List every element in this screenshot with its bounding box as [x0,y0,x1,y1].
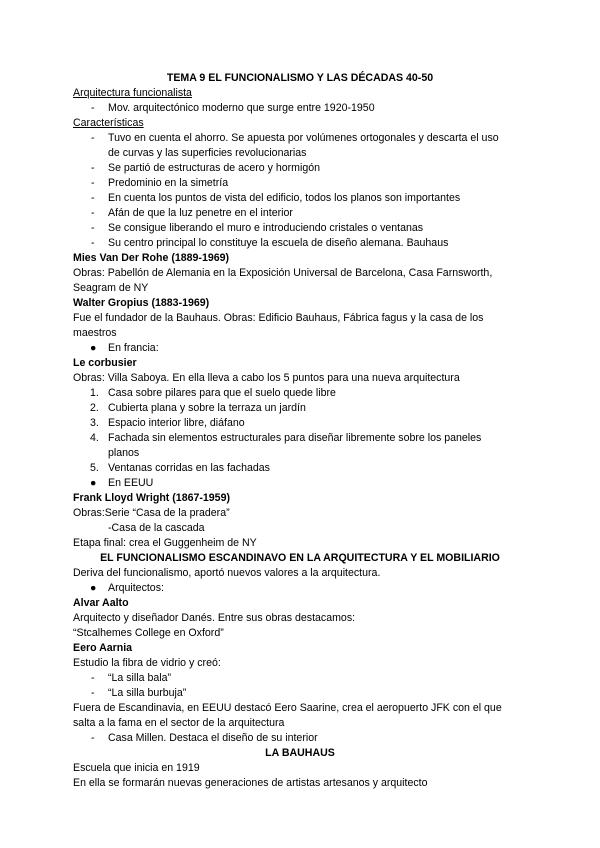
document-title: TEMA 9 EL FUNCIONALISMO Y LAS DÉCADAS 40-50 [166,72,434,84]
paragraph-line: Seagram de NY [73,282,149,294]
dash-marker: - [91,732,95,744]
bullet-item: Arquitectos: [108,582,164,594]
paragraph-line: Escuela que inicia en 1919 [73,762,200,774]
bullet-marker: ● [90,582,97,594]
heading-frank-lloyd-wright: Frank Lloyd Wright (1867-1959) [73,492,230,504]
bullet-marker: ● [90,477,97,489]
paragraph-line: “Stcalhemes College en Oxford” [73,627,224,639]
heading-alvar-aalto: Alvar Aalto [73,597,129,609]
bullet-marker: ● [90,342,97,354]
list-item: En cuenta los puntos de vista del edificio, todos los planos son importantes [108,192,461,204]
list-item: “La silla bala” [108,672,172,684]
list-item: Tuvo en cuenta el ahorro. Se apuesta por volúmenes ortogonales y descarta el uso [108,132,499,144]
heading-caracteristicas: Características [73,117,144,129]
paragraph-line: salta a la fama en el sector de la arquitectura [73,717,285,729]
number-marker: 3. [90,417,99,429]
dash-marker: - [91,192,95,204]
dash-marker: - [91,207,95,219]
paragraph-line: Obras: Pabellón de Alemania en la Exposición Universal de Barcelona, Casa Farnsworth, [73,267,493,279]
heading-mies-van-der-rohe: Mies Van Der Rohe (1889-1969) [73,252,230,264]
dash-marker: - [91,132,95,144]
numbered-item: Espacio interior libre, diáfano [108,417,245,429]
list-item: Mov. arquitectónico moderno que surge entre 1920-1950 [108,102,375,114]
numbered-item: Ventanas corridas en las fachadas [108,462,270,474]
dash-marker: - [91,237,95,249]
number-marker: 5. [90,462,99,474]
list-item: Afán de que la luz penetre en el interior [108,207,293,219]
heading-le-corbusier: Le corbusier [73,357,137,369]
numbered-item-continuation: planos [108,447,140,459]
list-item: “La silla burbuja” [108,687,187,699]
list-item: Su centro principal lo constituye la escuela de diseño alemana. Bauhaus [108,237,449,249]
paragraph-line: Obras: Villa Saboya. En ella lleva a cabo los 5 puntos para una nueva arquitectura [73,372,460,384]
list-item: Casa Millen. Destaca el diseño de su interior [108,732,318,744]
dash-marker: - [91,672,95,684]
paragraph-line: -Casa de la cascada [108,522,205,534]
list-item: Se consigue liberando el muro e introduciendo cristales o ventanas [108,222,424,234]
paragraph-line: maestros [73,327,117,339]
dash-marker: - [91,222,95,234]
dash-marker: - [91,102,95,114]
dash-marker: - [91,162,95,174]
list-item-continuation: de curvas y las superficies revolucionarias [108,147,307,159]
heading-la-bauhaus: LA BAUHAUS [265,747,335,759]
numbered-item: Casa sobre pilares para que el suelo quede libre [108,387,336,399]
numbered-item: Cubierta plana y sobre la terraza un jardín [108,402,306,414]
paragraph-line: Fuera de Escandinavia, en EEUU destacó Eero Saarine, crea el aeropuerto JFK con el que [73,702,502,714]
heading-walter-gropius: Walter Gropius (1883-1969) [73,297,210,309]
paragraph-line: Etapa final: crea el Guggenheim de NY [73,537,257,549]
numbered-item: Fachada sin elementos estructurales para diseñar libremente sobre los paneles [108,432,482,444]
number-marker: 2. [90,402,99,414]
paragraph-line: Deriva del funcionalismo, aportó nuevos valores a la arquitectura. [73,567,381,579]
heading-funcionalismo-escandinavo: EL FUNCIONALISMO ESCANDINAVO EN LA ARQUITECTURA Y EL MOBILIARIO [100,552,500,564]
paragraph-line: Estudio la fibra de vidrio y creó: [73,657,221,669]
number-marker: 4. [90,432,99,444]
list-item: Se partió de estructuras de acero y hormigón [108,162,320,174]
dash-marker: - [91,177,95,189]
bullet-item: En EEUU [108,477,154,489]
paragraph-line: Fue el fundador de la Bauhaus. Obras: Edificio Bauhaus, Fábrica fagus y la casa de los [73,312,484,324]
number-marker: 1. [90,387,99,399]
paragraph-line: En ella se formarán nuevas generaciones de artistas artesanos y arquitecto [73,777,428,789]
dash-marker: - [91,687,95,699]
list-item: Predominio en la simetría [108,177,229,189]
bullet-item: En francia: [108,342,159,354]
heading-eero-aarnia: Eero Aarnia [73,642,133,654]
paragraph-line: Arquitecto y diseñador Danés. Entre sus obras destacamos: [73,612,356,624]
paragraph-line: Obras:Serie “Casa de la pradera” [73,507,230,519]
heading-arquitectura-funcionalista: Arquitectura funcionalista [73,87,192,99]
